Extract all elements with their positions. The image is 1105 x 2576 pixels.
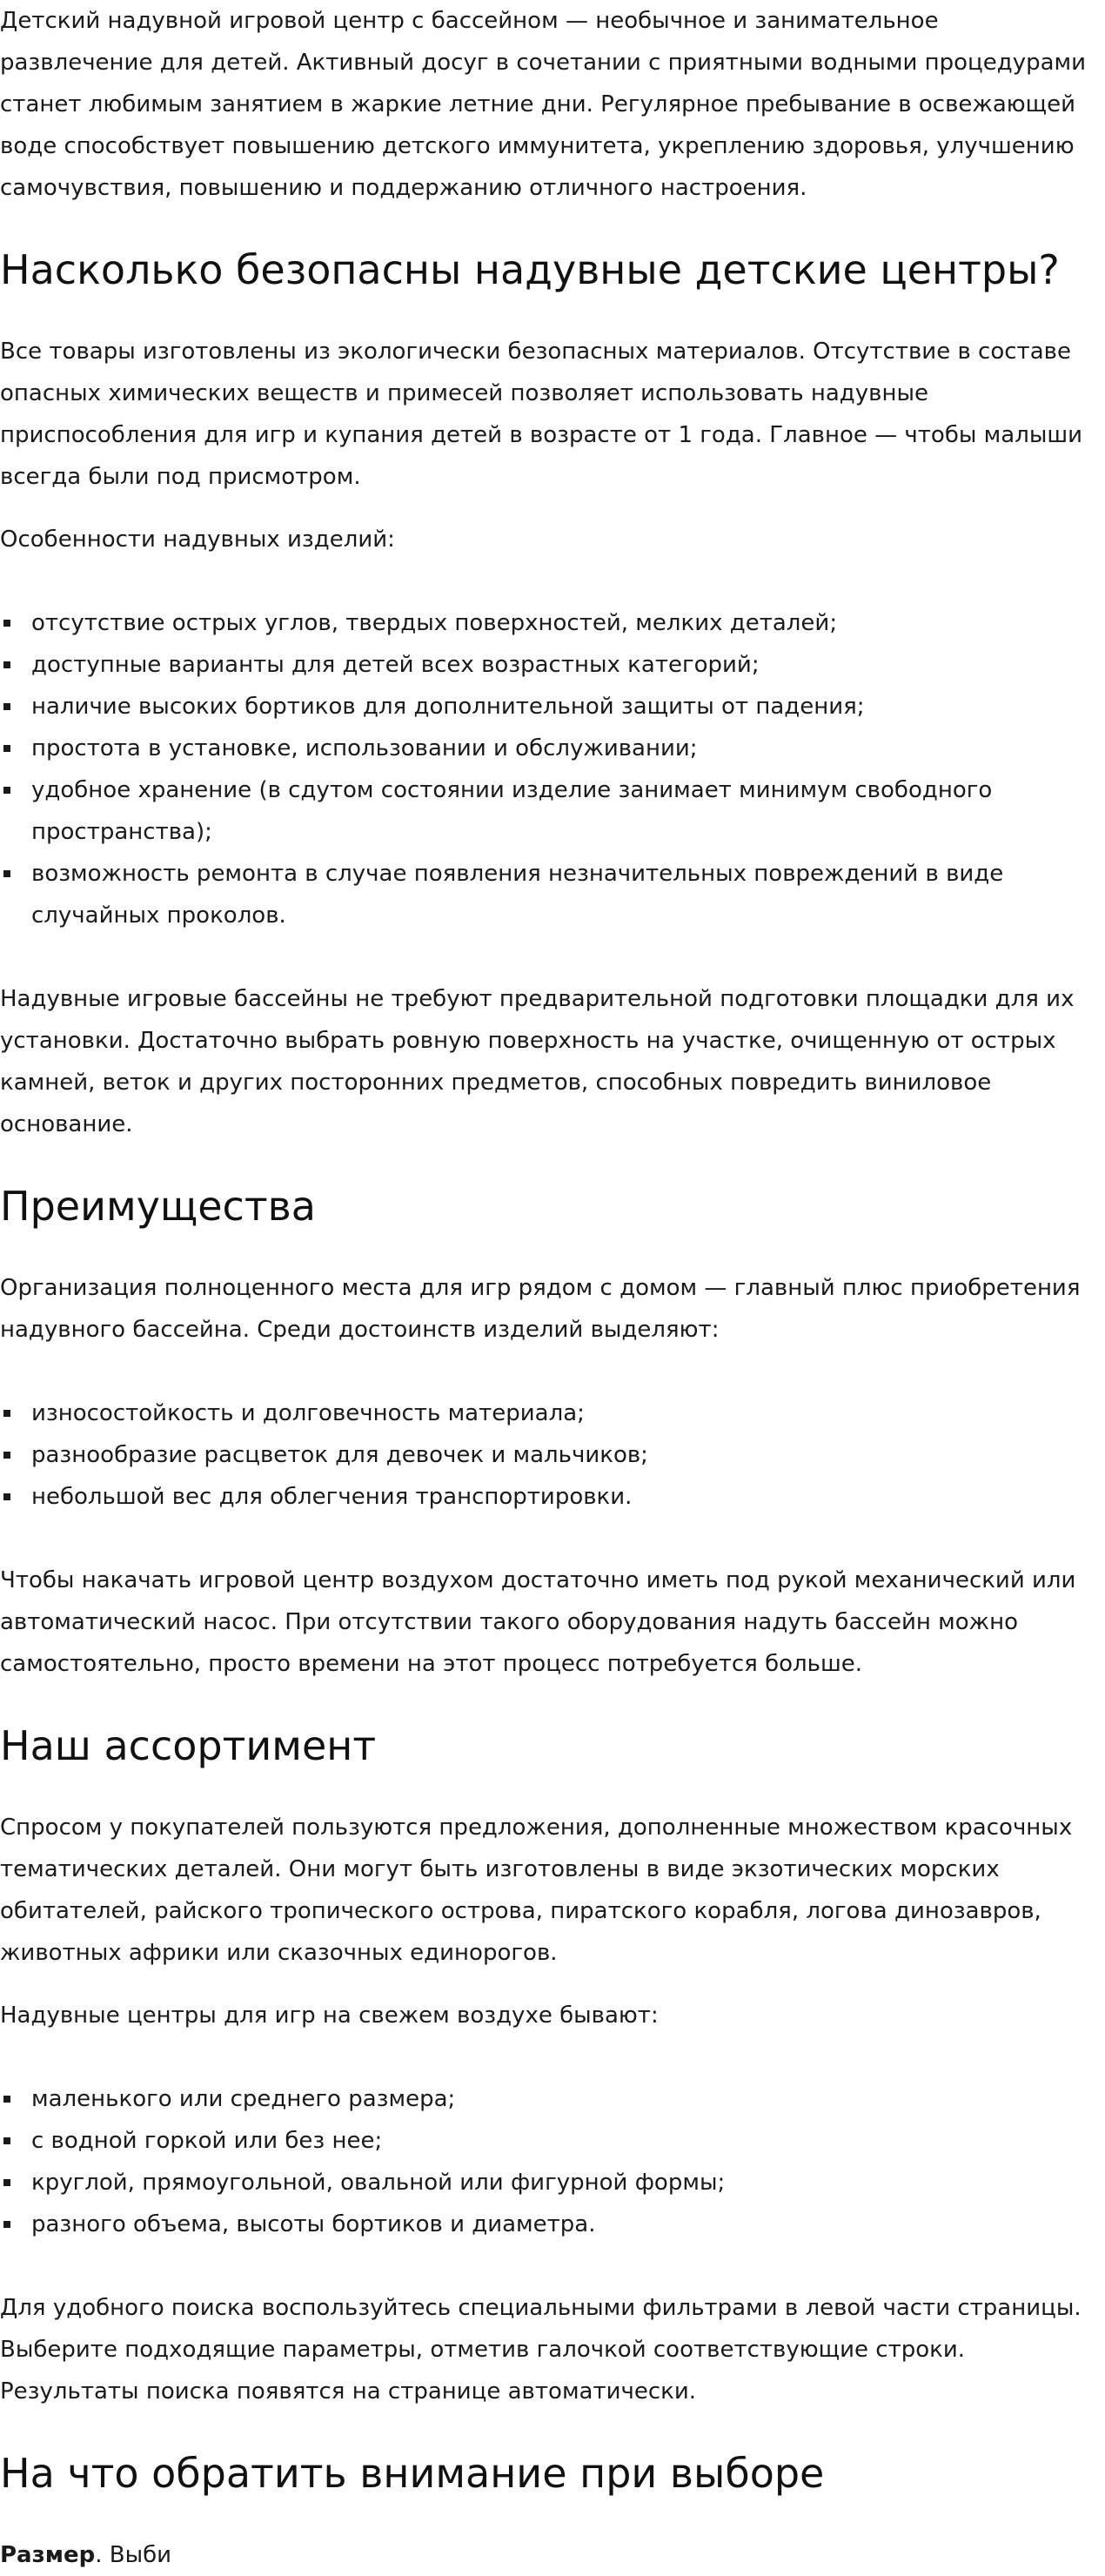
list-item: маленького или среднего размера; [0, 2078, 1088, 2120]
choice-paragraph-1 [0, 2534, 1088, 2576]
bullet-square-icon [3, 745, 10, 752]
bullet-square-icon [3, 1410, 10, 1417]
bullet-square-icon [3, 703, 10, 710]
advantages-list [0, 1392, 1088, 1518]
list-item: возможность ремонта в случае появления незначительных повреждений в виде случайных проколов. [0, 853, 1088, 936]
bullet-square-icon [3, 2137, 10, 2144]
safety-paragraph-1: Все товары изготовлены из экологически безопасных материалов. Отсутствие в составе опасных химических веществ и примесей позволяет использовать надувные приспособления для игр и купания детей в возрасте от 1 года. Главное — чтобы малыши всегда были под присмотром. [0, 339, 1083, 490]
list-item: отсутствие острых углов, твердых поверхностей, мелких деталей; [0, 602, 1088, 644]
safety-paragraph-2: Особенности надувных изделий: [0, 527, 395, 553]
bullet-square-icon [3, 870, 10, 877]
size-label: Размер [0, 2542, 96, 2568]
bullet-square-icon [3, 661, 10, 668]
list-item: износостойкость и долговечность материала; [0, 1392, 1088, 1434]
advantages-paragraph-1: Организация полноценного места для игр рядом с домом — главный плюс приобретения надувного бассейна. Среди достоинств изделий выделяют: [0, 1275, 1081, 1343]
bullet-square-icon [3, 2221, 10, 2228]
bullet-square-icon [3, 1493, 10, 1500]
heading-assortment: Наш ассортимент [0, 1722, 377, 1769]
list-item: небольшой вес для облегчения транспортировки. [0, 1476, 1088, 1518]
list-item: с водной горкой или без нее; [0, 2120, 1088, 2162]
heading-choice: На что обратить внимание при выборе [0, 2450, 825, 2497]
heading-safety: Насколько безопасны надувные детские центры? [0, 246, 1060, 293]
bullet-square-icon [3, 1452, 10, 1459]
bullet-square-icon [3, 620, 10, 627]
list-item: простота в установке, использовании и обслуживании; [0, 728, 1088, 769]
list-item: разнообразие расцветок для девочек и мальчиков; [0, 1434, 1088, 1476]
assortment-paragraph-3: Для удобного поиска воспользуйтесь специальными фильтрами в левой части страницы. Выберите подходящие параметры, отметив галочкой соответствующие строки. Результаты поиска появятся на странице автоматически. [0, 2295, 1082, 2405]
safety-paragraph-3: Надувные игровые бассейны не требуют предварительной подготовки площадки для их установки. Достаточно выбрать ровную поверхность на участке, очищенную от острых камней, веток и других посторонних предметов, способных повредить виниловое основание. [0, 986, 1075, 1137]
advantages-paragraph-2: Чтобы накачать игровой центр воздухом достаточно иметь под рукой механический или автоматический насос. При отсутствии такого оборудования надуть бассейн можно самостоятельно, просто времени на этот процесс потребуется больше. [0, 1567, 1076, 1677]
safety-features-list [0, 602, 1088, 936]
bullet-square-icon [3, 2096, 10, 2103]
assortment-paragraph-1: Спросом у покупателей пользуются предложения, дополненные множеством красочных тематических деталей. Они могут быть изготовлены в виде экзотических морских обитателей, райского тропического острова, пиратского корабля, логова динозавров, животных африки или сказочных единорогов. [0, 1815, 1073, 1966]
assortment-paragraph-2: Надувные центры для игр на свежем воздухе бывают: [0, 2002, 659, 2029]
list-item: удобное хранение (в сдутом состоянии изделие занимает минимум свободного пространства); [0, 769, 1088, 853]
list-item: наличие высоких бортиков для дополнительной защиты от падения; [0, 686, 1088, 728]
assortment-list [0, 2078, 1088, 2245]
size-text: . Выби [95, 2542, 172, 2568]
heading-advantages: Преимущества [0, 1183, 316, 1230]
list-item: разного объема, высоты бортиков и диаметра. [0, 2204, 1088, 2245]
intro-paragraph: Детский надувной игровой центр с бассейном — необычное и занимательное развлечение для детей. Активный досуг в сочетании с приятными водными процедурами станет любимым занятием в жаркие летние дни. Регулярное пребывание в освежающей воде способствует повышению детского иммунитета, укреплению здоровья, улучшению самочувствия, повышению и поддержанию отличного настроения. [0, 8, 1087, 201]
list-item: доступные варианты для детей всех возрастных категорий; [0, 644, 1088, 686]
bullet-square-icon [3, 2179, 10, 2186]
bullet-square-icon [3, 787, 10, 794]
list-item: круглой, прямоугольной, овальной или фигурной формы; [0, 2162, 1088, 2204]
